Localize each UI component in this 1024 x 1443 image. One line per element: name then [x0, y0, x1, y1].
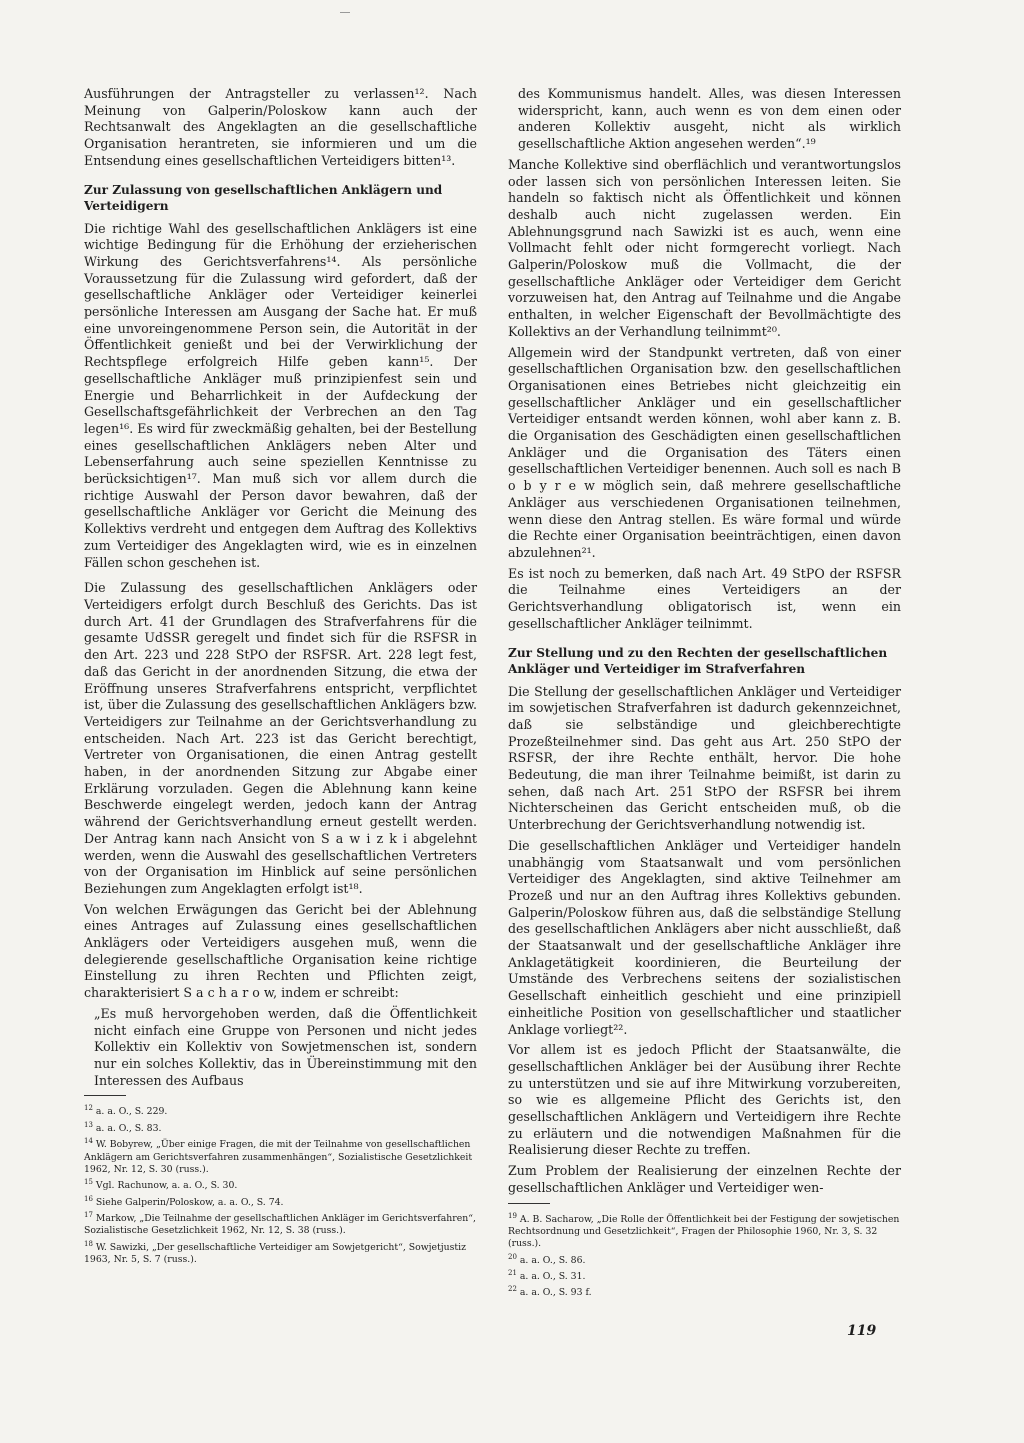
footnote: $^{16}$ Siehe Galperin/Poloskow, a. a. O., S. 74. [84, 1194, 284, 1208]
paragraph: Es ist noch zu bemerken, daß nach Art. 49 StPO der RSFSR die Teilnahme eines Verteidigers an der Gerichtsverhandlung obligatorisch ist, wenn ein gesellschaftlicher Ankläger teilnimmt. [508, 565, 901, 631]
footnote-rule [508, 1203, 550, 1204]
footnote: $^{19}$ A. B. Sacharow, „Die Rolle der Öffentlichkeit bei der Festigung der sowjetischen Rechtsordnung und Gesetzlichkeit“, Fragen der Philosophie 1960, Nr. 3, S. 32 (russ.). [508, 1211, 900, 1250]
footnotes-right [508, 1210, 901, 1300]
footnote: $^{21}$ a. a. O., S. 31. [508, 1268, 586, 1283]
section-heading: Zur Zulassung von gesellschaftlichen Anklägern und Verteidigern [84, 182, 443, 214]
footnote: $^{14}$ W. Bobyrew, „Über einige Fragen, die mit der Teilnahme von gesellschaftlichen Anklägern am Gerichtsverfahren zusammenhängen“, Sozialistische Gesetzlichkeit 1962, Nr. 12, S. 30 (russ.). [84, 1137, 473, 1175]
paragraph: Die gesellschaftlichen Ankläger und Verteidiger handeln unabhängig vom Staatsanwalt und vom persönlichen Verteidiger des Angeklagten, sind aktive Teilnehmer am Prozeß und nur an den Auftrag ihres Kollektivs gebunden. Galperin/Poloskow führen aus, daß die selbständige Stellung des gesellschaftlichen Anklägers aber nicht ausschließt, daß der Staatsanwalt und der gesellschaftliche Ankläger ihre Anklagetätigkeit koordinieren, die Beurteilung der Umstände des Verbrechens seitens der sozialistischen Gesellschaft einheitlich geschieht und eine prinzipiell einheitliche Position von gesellschaftlicher und staatlicher Anklage vorliegt²². [508, 837, 901, 1037]
footnote: $^{15}$ Vgl. Rachunow, a. a. O., S. 30. [84, 1178, 238, 1192]
paragraph: Von welchen Erwägungen das Gericht bei der Ablehnung eines Antrages auf Zulassung eines gesellschaftlichen Anklägers oder Verteidigers ausgehen muß, wenn die delegierende gesellschaftliche Organisation keine richtige Einstellung zu ihren Rechten und Pflichten zeigt, charakterisiert S a c h a r o w, indem er schreibt: [84, 901, 477, 1001]
paragraph: Die richtige Wahl des gesellschaftlichen Anklägers ist eine wichtige Bedingung für die Erhöhung der erzieherischen Wirkung des Gerichtsverfahrens¹⁴. Als persönliche Voraussetzung für die Zulassung wird gefordert, daß der gesellschaftliche Ankläger oder Verteidiger keinerlei persönliche Interessen am Ausgang der Sache hat. Er muß eine unvoreingenommene Person sein, die Autorität in der Öffentlichkeit genießt und bei der Verwirklichung der Rechtspflege erfolgreich Hilfe geben kann¹⁵. Der gesellschaftliche Ankläger muß prinzipienfest sein und Energie und Beharrlichkeit in der Aufdeckung der Gesellschaftsgefährlichkeit der Verbrechen an den Tag legen¹⁶. Es wird für zweckmäßig gehalten, bei der Bestellung eines gesellschaftlichen Anklägers neben Alter und Lebenserfahrung auch seine speziellen Kenntnisse zu berücksichtigen¹⁷. Man muß sich vor allem durch die richtige Auswahl der Person davor bewahren, daß der gesellschaftliche Ankläger vor Gericht die Meinung des Kollektivs verdreht und entgegen dem Auftrag des Kollektivs zum Verteidiger des Angeklagten wird, wie es in einzelnen Fällen schon geschehen ist. [84, 220, 477, 570]
block-quote: „Es muß hervorgehoben werden, daß die Öffentlichkeit nicht einfach eine Gruppe von Personen und nicht jedes Kollektiv ein Kollektiv von Sowjetmenschen ist, sondern nur ein solches Kollektiv, das in Übereinstimmung mit den Interessen des Aufbaus [94, 1005, 477, 1088]
paragraph: Vor allem ist es jedoch Pflicht der Staatsanwälte, die gesellschaftlichen Ankläger bei der Ausübung ihrer Rechte zu unterstützen und sie auf ihre Mitwirkung vorzubereiten, so wie es allgemeine Pflicht des Gerichts ist, den gesellschaftlichen Anklägern und Verteidigern ihre Rechte zu erläutern und die notwendigen Maßnahmen für die Realisierung dieser Rechte zu treffen. [508, 1042, 901, 1158]
right-column [508, 86, 901, 1300]
footnote: $^{12}$ a. a. O., S. 229. [84, 1104, 168, 1118]
scan-mark [340, 12, 350, 13]
page-number: 119 [847, 1323, 877, 1339]
section-heading: Zur Stellung und zu den Rechten der gesellschaftlichen Ankläger und Verteidiger im Strafverfahren [508, 645, 888, 676]
paragraph: Die Zulassung des gesellschaftlichen Anklägers oder Verteidigers erfolgt durch Beschluß des Gerichts. Das ist durch Art. 41 der Grundlagen des Strafverfahrens für die gesamte UdSSR geregelt und findet sich für die RSFSR in den Art. 223 und 228 StPO der RSFSR. Art. 228 legt fest, daß das Gericht in der anordnenden Sitzung, die etwa der Eröffnung unseres Strafverfahrens entspricht, verpflichtet ist, über die Zulassung des gesellschaftlichen Anklägers bzw. Verteidigers zur Teilnahme an der Gerichtsverhandlung zu entscheiden. Nach Art. 223 ist das Gericht berechtigt, Vertreter von Organisationen, die einen Antrag gestellt haben, in der anordnenden Sitzung zur Abgabe einer Erklärung vorzuladen. Gegen die Ablehnung kann keine Beschwerde eingelegt werden, jedoch kann der Antrag während der Gerichtsverhandlung erneut gestellt werden. Der Antrag kann nach Ansicht von S a w i z k i abgelehnt werden, wenn die Auswahl des gesellschaftlichen Vertreters von der Organisation im Hinblick auf seine persönlichen Beziehungen zum Angeklagten erfolgt ist¹⁸. [84, 580, 477, 896]
footnotes-left [84, 1102, 477, 1266]
paragraph: Zum Problem der Realisierung der einzelnen Rechte der gesellschaftlichen Ankläger und Verteidiger wen- [508, 1163, 901, 1195]
footnote-rule [84, 1095, 126, 1096]
footnote: $^{18}$ W. Sawizki, „Der gesellschaftliche Verteidiger am Sowjetgericht“, Sowjetjustiz 1963, Nr. 5, S. 7 (russ.). [84, 1239, 467, 1265]
paragraph: Allgemein wird der Standpunkt vertreten, daß von einer gesellschaftlichen Organisation bzw. den gesellschaftlichen Organisationen eines Betriebes nicht gleichzeitig ein gesellschaftlicher Ankläger und ein gesellschaftlicher Verteidiger entsandt werden können, wohl aber kann z. B. die Organisation des Geschädigten einen gesellschaftlichen Ankläger und die Organisation des Täters einen gesellschaftlichen Verteidiger benennen. Auch soll es nach B o b y r e w möglich sein, daß mehrere gesellschaftliche Ankläger aus verschiedenen Organisationen teilnehmen, wenn diese den Antrag stellen. Es wäre formal und würde die Rechte einer Organisation beeinträchtigen, einen davon abzulehnen²¹. [508, 344, 901, 560]
paragraph: Die Stellung der gesellschaftlichen Ankläger und Verteidiger im sowjetischen Strafverfahren ist dadurch gekennzeichnet, daß sie selbständige und gleichberechtigte Prozeßteilnehmer sind. Das geht aus Art. 250 StPO der RSFSR, der ihre Rechte enthält, hervor. Die hohe Bedeutung, die man ihrer Teilnahme beimißt, ist darin zu sehen, daß nach Art. 251 StPO der RSFSR bei ihrem Nichterscheinen das Gericht entscheiden muß, ob die Unterbrechung der Gerichtsverhandlung notwendig ist. [508, 683, 901, 833]
footnote: $^{13}$ a. a. O., S. 83. [84, 1120, 162, 1134]
left-column [84, 86, 477, 1266]
paragraph: Manche Kollektive sind oberflächlich und verantwortungslos oder lassen sich von persönlichen Interessen leiten. Sie handeln so faktisch nicht als Öffentlichkeit und können deshalb auch nicht zugelassen werden. Ein Ablehnungsgrund nach Sawizki ist es auch, wenn eine Vollmacht fehlt oder nicht formgerecht vorliegt. Nach Galperin/Poloskow muß die Vollmacht, die der gesellschaftliche Ankläger oder Verteidiger dem Gericht vorzuweisen hat, den Antrag auf Teilnahme und die Angabe enthalten, in welcher Eigenschaft der Bevollmächtigte des Kollektivs an der Verhandlung teilnimmt²⁰. [508, 156, 901, 339]
footnote: $^{17}$ Markow, „Die Teilnahme der gesellschaftlichen Ankläger im Gerichtsverfahren“, Sozialistische Gesetzlichkeit 1962, Nr. 12, S. 38 (russ.). [84, 1210, 476, 1237]
block-quote-continued: des Kommunismus handelt. Alles, was diesen Interessen widerspricht, kann, auch wenn es von dem einen oder anderen Kollektiv ausgeht, nicht als wirklich gesellschaftliche Aktion angesehen werden“.¹⁹ [518, 86, 901, 152]
paragraph: Ausführungen der Antragsteller zu verlassen¹². Nach Meinung von Galperin/Poloskow kann auch der Rechtsanwalt des Angeklagten an die gesellschaftliche Organisation herantreten, sie informieren und um die Entsendung eines gesellschaftlichen Verteidigers bitten¹³. [84, 86, 477, 168]
footnote: $^{22}$ a. a. O., S. 93 f. [508, 1285, 592, 1299]
footnote: $^{20}$ a. a. O., S. 86. [508, 1252, 586, 1266]
